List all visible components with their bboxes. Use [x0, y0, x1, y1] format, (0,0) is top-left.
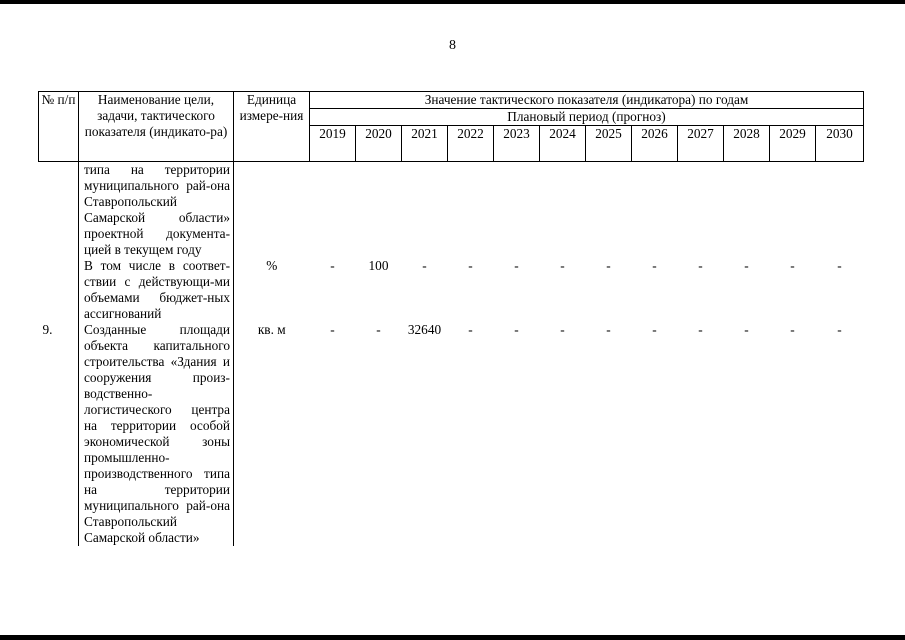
header-values: Значение тактического показателя (индикатора) по годам	[310, 92, 864, 109]
row-value: -	[698, 258, 703, 273]
row-unit: %	[234, 258, 310, 322]
year-header: 2026	[632, 126, 678, 162]
row-value: -	[790, 258, 795, 273]
row-value: -	[560, 258, 565, 273]
year-header: 2027	[678, 126, 724, 162]
table-row	[39, 162, 864, 259]
row-value: -	[790, 322, 795, 337]
row-value: -	[698, 322, 703, 337]
row-value: -	[330, 322, 335, 337]
year-header: 2030	[816, 126, 864, 162]
table-row	[39, 258, 864, 322]
year-header: 2023	[494, 126, 540, 162]
row-name: типа на территории муниципального рай-она Ставропольский Самарской области» проектной документа-цией в текущем году	[79, 162, 234, 259]
row-value	[816, 162, 864, 259]
row-value: -	[560, 322, 565, 337]
row-value	[678, 162, 724, 259]
row-value	[356, 162, 402, 259]
year-header: 2020	[356, 126, 402, 162]
year-header: 2021	[402, 126, 448, 162]
row-value: 100	[368, 258, 389, 273]
row-value: -	[652, 258, 657, 273]
row-value: -	[606, 258, 611, 273]
row-name: Созданные площади объекта капитального строительства «Здания и сооружения произ-водственно-логистического центра на территории особой экономической зоны промышленно-производственного типа на территории муниципального рай-она Ставропольский Самарской области»	[79, 322, 234, 546]
row-value	[540, 162, 586, 259]
row-unit	[234, 162, 310, 259]
header-planned: Плановый период (прогноз)	[310, 109, 864, 126]
row-value: -	[514, 258, 519, 273]
page-number: 8	[449, 38, 456, 53]
row-value	[448, 162, 494, 259]
row-num	[39, 258, 79, 322]
year-header: 2025	[586, 126, 632, 162]
year-header: 2028	[724, 126, 770, 162]
row-value: -	[606, 322, 611, 337]
row-value	[632, 162, 678, 259]
row-value: 32640	[407, 322, 442, 337]
row-num	[39, 162, 79, 259]
row-value: -	[376, 322, 381, 337]
header-num: № п/п	[39, 92, 79, 162]
row-value	[310, 162, 356, 259]
row-name: В том числе в соответ-ствии с действующи-ми объемами бюджет-ных ассигнований	[79, 258, 234, 322]
year-header: 2029	[770, 126, 816, 162]
row-value: -	[468, 322, 473, 337]
row-unit: кв. м	[234, 322, 310, 546]
row-value: -	[468, 258, 473, 273]
year-header: 2022	[448, 126, 494, 162]
row-value	[770, 162, 816, 259]
row-value: -	[422, 258, 427, 273]
indicator-table	[38, 91, 864, 546]
table-row	[39, 322, 864, 546]
row-value	[494, 162, 540, 259]
year-header: 2024	[540, 126, 586, 162]
year-header: 2019	[310, 126, 356, 162]
row-value: -	[652, 322, 657, 337]
header-unit: Единица измере-ния	[234, 92, 310, 162]
row-value	[586, 162, 632, 259]
row-num: 9.	[42, 322, 53, 337]
row-value: -	[837, 322, 842, 337]
row-value: -	[330, 258, 335, 273]
row-value: -	[744, 258, 749, 273]
header-name: Наименование цели, задачи, тактического показателя (индикато-ра)	[79, 92, 234, 162]
row-value	[402, 162, 448, 259]
row-value	[724, 162, 770, 259]
row-value: -	[837, 258, 842, 273]
top-rule	[0, 0, 905, 4]
row-value: -	[744, 322, 749, 337]
row-value: -	[514, 322, 519, 337]
bottom-rule	[0, 635, 905, 640]
